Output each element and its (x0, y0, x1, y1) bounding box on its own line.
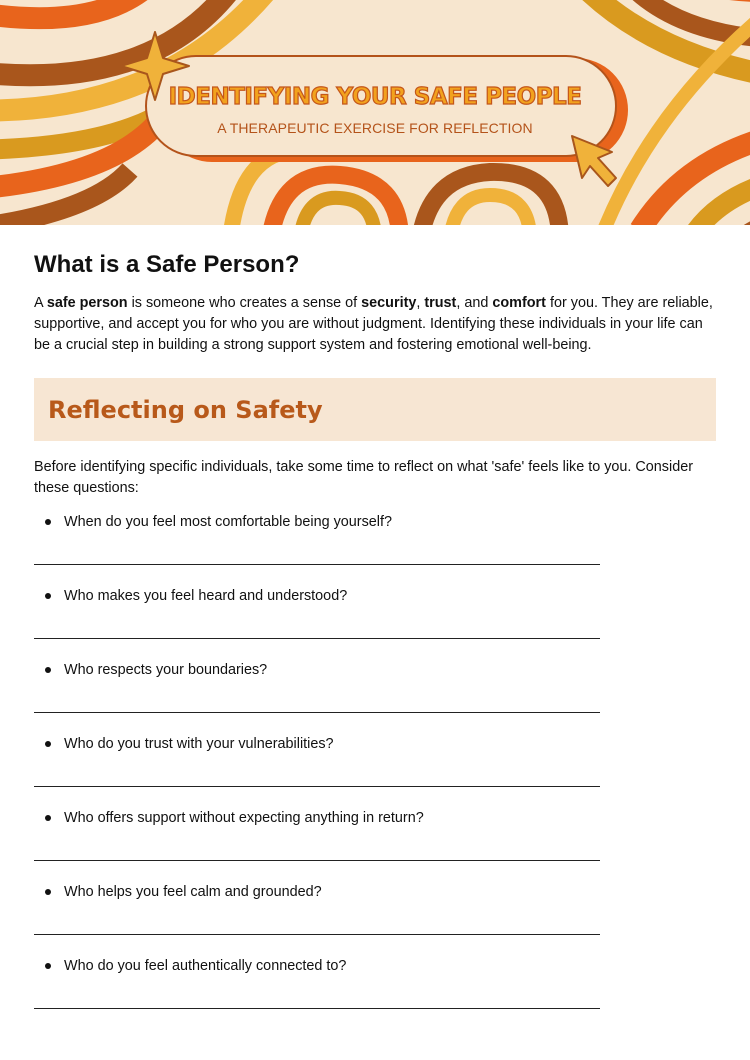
question-text: Who do you trust with your vulnerabilities? (34, 734, 716, 754)
question-text: Who offers support without expecting anything in return? (34, 808, 716, 828)
answer-line[interactable] (34, 934, 600, 935)
list-item (34, 734, 716, 787)
answer-line[interactable] (34, 860, 600, 861)
worksheet-subtitle: A THERAPEUTIC EXERCISE FOR REFLECTION (217, 120, 533, 136)
intro-text: , and (456, 295, 493, 311)
intro-bold: security (361, 295, 417, 311)
question-text: Who do you feel authentically connected to? (34, 956, 716, 976)
intro-bold: trust (424, 295, 457, 311)
question-text: Who makes you feel heard and understood? (34, 586, 716, 606)
intro-paragraph (34, 293, 716, 356)
question-text: Who helps you feel calm and grounded? (34, 882, 716, 902)
answer-line[interactable] (34, 638, 600, 639)
worksheet-body (34, 225, 716, 1030)
question-list (34, 512, 716, 1009)
intro-bold: safe person (46, 295, 128, 311)
list-item (34, 586, 716, 639)
section-heading: Reflecting on Safety (48, 395, 323, 424)
section-header-box (34, 378, 716, 441)
header-banner (0, 0, 750, 225)
list-item (34, 882, 716, 935)
intro-heading: What is a Safe Person? (34, 251, 300, 278)
intro-text: A (34, 295, 47, 311)
answer-line[interactable] (34, 712, 600, 713)
section-lead: Before identifying specific individuals, take some time to reflect on what 'safe' feels like to you. Consider these questions: (34, 459, 693, 496)
question-text: Who respects your boundaries? (34, 660, 716, 680)
list-item (34, 660, 716, 713)
list-item (34, 808, 716, 861)
retro-swirl-background (0, 0, 750, 225)
list-item (34, 512, 716, 565)
intro-text: for you. They are reliable, supportive, and accept you for who you are without judgment. Identifying these individuals in your life can be a crucial step in building a strong support system and fostering emotional well-being. (34, 295, 713, 353)
answer-line[interactable] (34, 564, 600, 565)
worksheet-title: IDENTIFYING YOUR SAFE PEOPLE (168, 84, 582, 110)
list-item (34, 956, 716, 1009)
answer-line[interactable] (34, 786, 600, 787)
intro-text: is someone who creates a sense of (127, 295, 362, 311)
question-text: When do you feel most comfortable being yourself? (34, 512, 716, 532)
answer-line[interactable] (34, 1008, 600, 1009)
intro-text: , (416, 295, 425, 311)
intro-bold: comfort (492, 295, 546, 311)
